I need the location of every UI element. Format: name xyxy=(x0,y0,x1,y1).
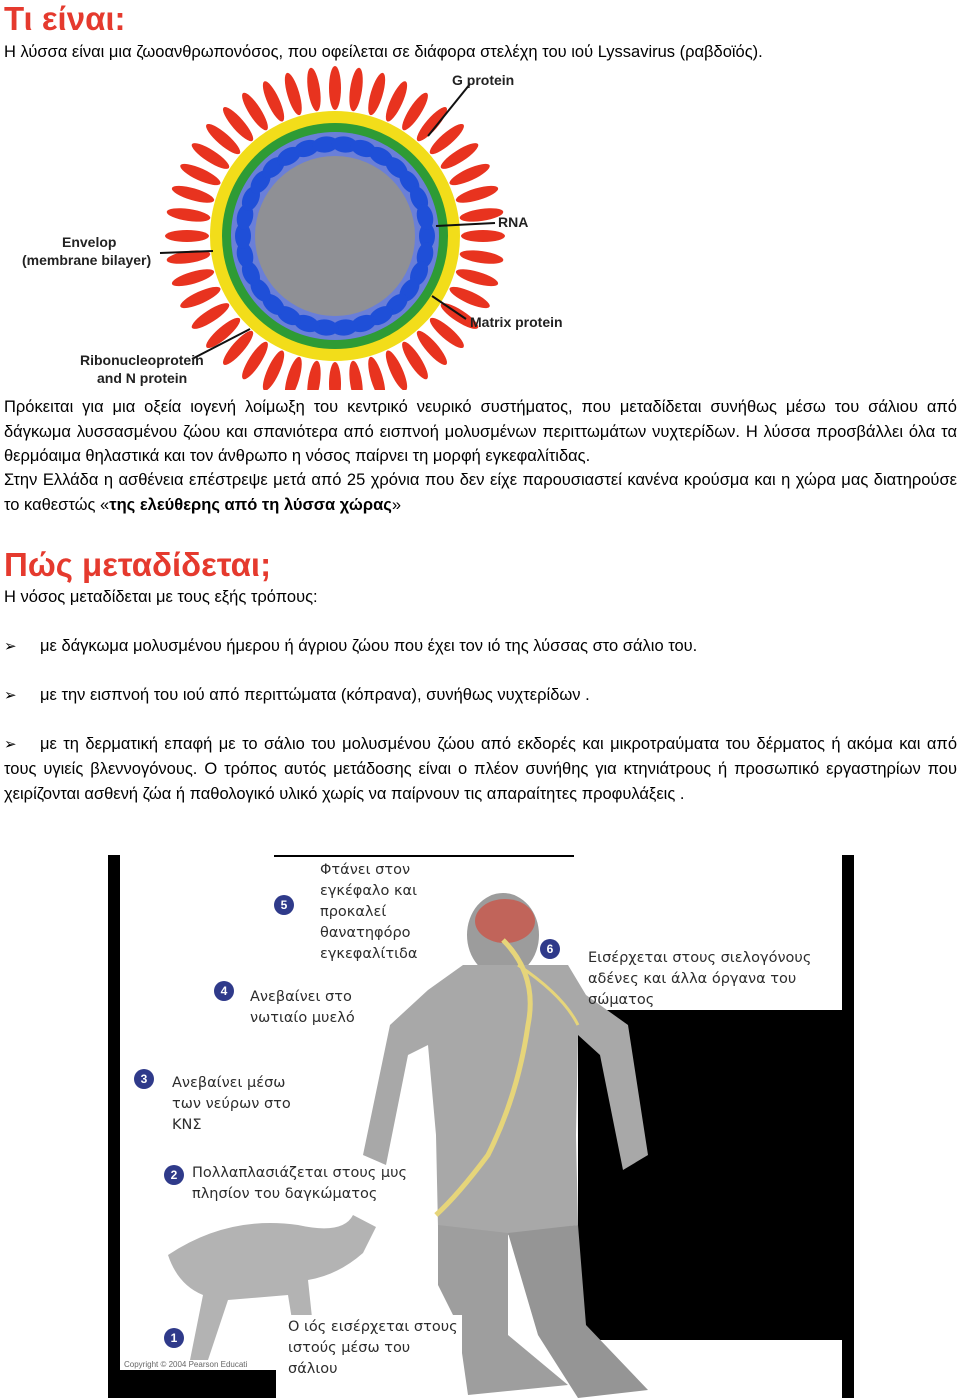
section-heading-what-is: Τι είναι: xyxy=(4,0,126,37)
arrow-bullet-icon: ➢ xyxy=(4,735,17,753)
description-paragraph-2 xyxy=(4,468,957,517)
label-envelop: Envelop xyxy=(62,234,117,250)
bullet-text: με δάγκωμα μολυσμένου ήμερου ή άγριου ζώου που έχει τον ιό της λύσσας στο σάλιο του. xyxy=(40,637,698,655)
list-item xyxy=(4,683,957,708)
label-membrane-bilayer: (membrane bilayer) xyxy=(22,252,152,268)
step-2-text: Πολλαπλασιάζεται στους μυς πλησίον του δαγκώματος xyxy=(192,1165,407,1202)
g-protein-spike xyxy=(454,182,500,206)
g-protein-spike xyxy=(459,248,504,266)
g-protein-spike xyxy=(281,355,305,390)
g-protein-spike xyxy=(170,182,216,206)
step-3-text: Ανεβαίνει μέσω των νεύρων στο ΚΝΣ xyxy=(172,1075,291,1133)
g-protein-spike xyxy=(170,266,216,290)
label-g-protein: G protein xyxy=(452,72,515,88)
label-n-protein: and N protein xyxy=(97,370,188,386)
g-protein-spike xyxy=(461,230,505,242)
g-protein-spike xyxy=(281,71,305,117)
para2-text: Στην Ελλάδα η ασθένεια επέστρεψε μετά από 25 χρόνια που δεν είχε παρουσιαστεί κανένα κρούσμα και η χώρα μας διατηρούσε το καθεστώς « xyxy=(4,471,957,514)
g-protein-spike xyxy=(166,206,211,224)
g-protein-spike xyxy=(365,355,389,390)
g-protein-spike xyxy=(329,66,341,110)
arrow-bullet-icon: ➢ xyxy=(4,686,17,704)
g-protein-spike xyxy=(365,71,389,117)
list-item xyxy=(4,732,957,807)
g-protein-spike xyxy=(347,360,365,390)
section-heading-transmission: Πώς μεταδίδεται; xyxy=(4,546,272,583)
step-3-badge: 3 xyxy=(134,1069,154,1089)
list-item xyxy=(4,634,957,659)
brain-icon xyxy=(475,899,535,943)
step-4-badge: 4 xyxy=(214,981,234,1001)
step-1-text: Ο ιός εισέρχεται στους ιστούς μέσω του σάλιου xyxy=(284,1315,462,1382)
description-paragraph-1: Πρόκειται για μια οξεία ιογενή λοίμωξη του κεντρικό νευρικό συστήματος, που μεταδίδεται συνήθως μέσω του σάλιου από δάγκωμα λυσσασμένου ζώου και σπανιότερα από εισπνοή μολυσμένων περιττωμάτων νυχτερίδων. Η λύσσα προσβάλλει όλα τα θερμόαιμα θηλαστικά και τον άνθρωπο η νόσος παίρνει τη μορφή εγκεφαλίτιδας. xyxy=(4,398,957,465)
step-5-badge: 5 xyxy=(274,895,294,915)
para2-close-quote: » xyxy=(391,495,401,514)
virus-core xyxy=(255,156,415,316)
transmission-intro: Η νόσος μεταδίδεται με τους εξής τρόπους: xyxy=(4,588,318,606)
step-5-text: Φτάνει στον εγκέφαλο και προκαλεί θανατηφόρο εγκεφαλίτιδα xyxy=(320,862,418,962)
step-2-badge: 2 xyxy=(164,1165,184,1185)
g-protein-spike xyxy=(305,360,323,390)
label-matrix-protein: Matrix protein xyxy=(470,314,563,330)
step-6-badge: 6 xyxy=(540,939,560,959)
para2-bold-text: της ελεύθερης από τη λύσσα χώρας xyxy=(109,495,392,514)
bullet-text: με την εισπνοή του ιού από περιττώματα (κόπρανα), συνήθως νυχτερίδων . xyxy=(40,686,590,704)
g-protein-spike xyxy=(329,362,341,390)
intro-text: Η λύσσα είναι μια ζωοανθρωπονόσος, που οφείλεται σε διάφορα στελέχη του ιού Lyssavirus (ραβδοϊός). xyxy=(4,43,763,61)
label-rna: RNA xyxy=(498,214,529,230)
step-6-text: Εισέρχεται στους σιελογόνους αδένες και άλλα όργανα του σώματος xyxy=(588,950,812,1008)
g-protein-spike xyxy=(454,266,500,290)
arrow-bullet-icon: ➢ xyxy=(4,637,17,655)
step-1-badge: 1 xyxy=(164,1328,184,1348)
bullet-text: με τη δερματική επαφή με το σάλιο του μολυσμένου ζώου από εκδορές και μικροτραύματα του δέρματος ή ακόμα και από τους υγιείς βλεννογόνους. Ο τρόπος αυτός μετάδοσης είναι ο πλέον συνήθης για κτηνιάτρους ή προσωπικό εργαστηρίων που χειρίζονται ασθενή ζώα ή παθολογικό υλικό χωρίς να παίρνουν τις απαραίτητες προφυλάξεις . xyxy=(4,735,957,803)
g-protein-spike xyxy=(305,67,323,112)
label-ribonucleoprotein: Ribonucleoprotein xyxy=(80,352,204,368)
step-4-text: Ανεβαίνει στο νωτιαίο μυελό xyxy=(250,989,355,1026)
transmission-diagram xyxy=(108,855,854,1398)
g-protein-spike xyxy=(347,67,365,112)
copyright-notice: Copyright © 2004 Pearson Educati xyxy=(124,1360,248,1369)
g-protein-spike xyxy=(165,230,209,242)
rabies-virus-diagram xyxy=(0,66,960,390)
virus-structure-illustration xyxy=(0,66,960,390)
